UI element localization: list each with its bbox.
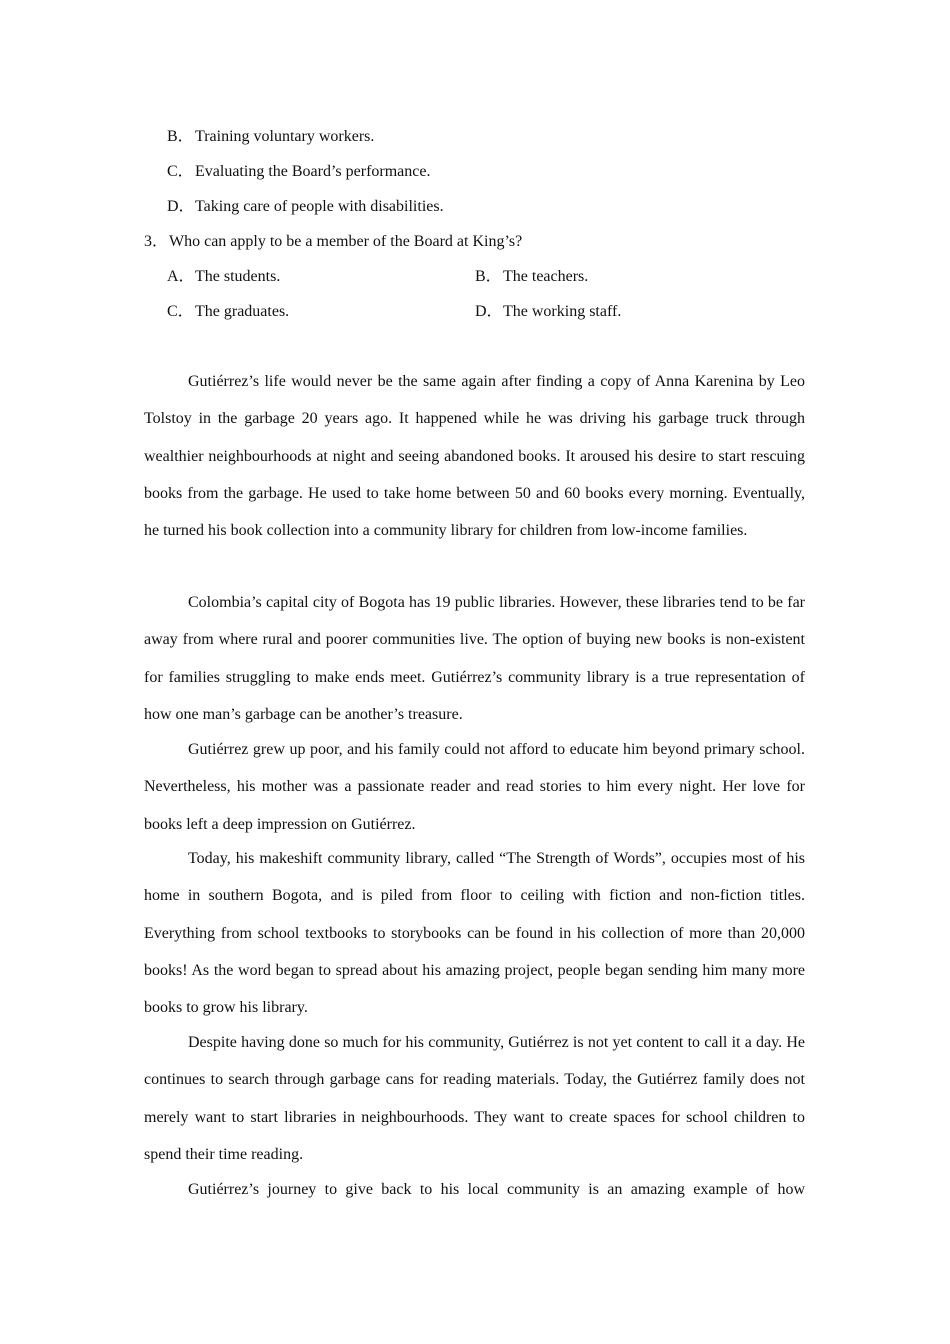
option-text: The teachers. xyxy=(503,268,589,285)
option-text: The working staff. xyxy=(503,303,622,320)
passage-paragraph-2: Colombia’s capital city of Bogota has 19 public libraries. However, these libraries tend to be far away from where rural and poorer communities live. The option of buying new books is non-existent for families struggling to make ends meet. Gutiérrez’s community library is a true representation of how one man’s garbage can be another’s treasure. xyxy=(144,594,805,723)
option-letter: B． xyxy=(167,128,194,145)
option-letter: A． xyxy=(167,268,195,285)
passage-paragraph-5: Despite having done so much for his community, Gutiérrez is not yet content to call it a day. He continues to search through garbage cans for reading materials. Today, the Gutiérrez family does not merely want to start libraries in neighbourhoods. They want to create spaces for school children to spend their time reading. xyxy=(144,1034,805,1163)
option-text: Taking care of people with disabilities. xyxy=(195,198,444,215)
question-3 xyxy=(144,232,522,252)
option-text: The students. xyxy=(195,268,281,285)
question-text: Who can apply to be a member of the Board at King’s? xyxy=(169,233,523,250)
option-letter: C． xyxy=(167,303,194,320)
q2-option-c xyxy=(167,162,430,182)
option-letter: C． xyxy=(167,163,194,180)
passage-paragraph-6: Gutiérrez’s journey to give back to his local community is an amazing example of how xyxy=(188,1181,805,1198)
passage-paragraph-3: Gutiérrez grew up poor, and his family could not afford to educate him beyond primary school. Nevertheless, his mother was a passionate reader and read stories to him every night. Her love for books left a deep impression on Gutiérrez. xyxy=(144,741,805,833)
q3-option-d xyxy=(475,302,621,322)
q2-option-b xyxy=(167,127,374,147)
option-text: Evaluating the Board’s performance. xyxy=(195,163,431,180)
option-letter: D． xyxy=(475,303,503,320)
q3-option-c xyxy=(167,302,289,322)
option-text: Training voluntary workers. xyxy=(195,128,375,145)
option-letter: B． xyxy=(475,268,502,285)
option-text: The graduates. xyxy=(195,303,290,320)
option-letter: D． xyxy=(167,198,195,215)
q3-option-b xyxy=(475,267,588,287)
passage-paragraph-1: Gutiérrez’s life would never be the same again after finding a copy of Anna Karenina by Leo Tolstoy in the garbage 20 years ago. It happened while he was driving his garbage truck through wealthier neighbourhoods at night and seeing abandoned books. It aroused his desire to start rescuing books from the garbage. He used to take home between 50 and 60 books every morning. Eventually, he turned his book collection into a community library for children from low-income families. xyxy=(144,373,805,540)
q3-option-a xyxy=(167,267,280,287)
question-number: 3． xyxy=(144,233,169,250)
passage-paragraph-4: Today, his makeshift community library, called “The Strength of Words”, occupies most of his home in southern Bogota, and is piled from floor to ceiling with fiction and non-fiction titles. Everything from school textbooks to storybooks can be found in his collection of more than 20,000 books! As the word began to spread about his amazing project, people began sending him many more books to grow his library. xyxy=(144,850,805,1017)
q2-option-d xyxy=(167,197,444,217)
